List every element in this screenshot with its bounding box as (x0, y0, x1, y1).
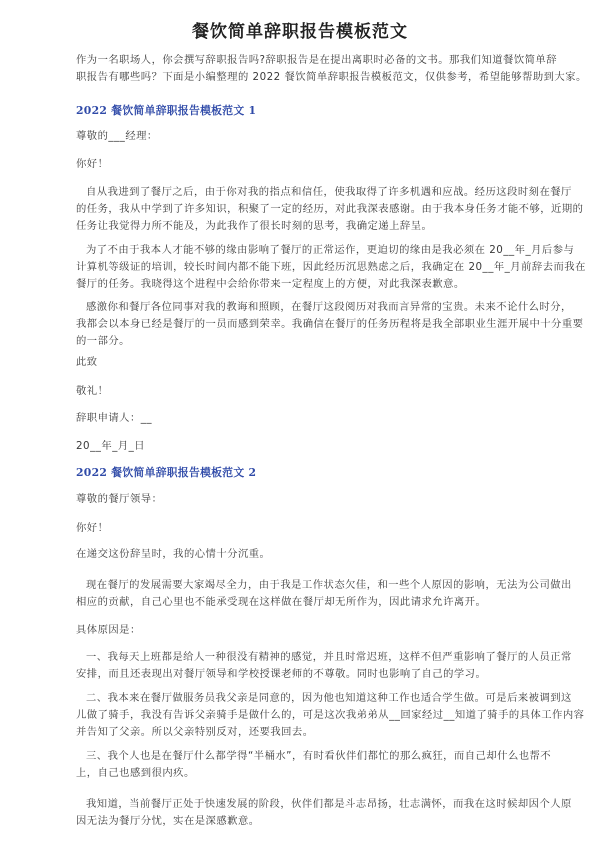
paragraph-line: 计算机等级证的培训，较长时间内都不能下班，因此经历沉思熟虑之后，我确定在 20__年_月前辞去而我在 (76, 261, 586, 273)
paragraph-line: 一、我每天上班都是给人一种很没有精神的感觉，并且时常迟班，这样不但严重影响了餐厅的人员正常 (86, 651, 572, 663)
paragraph-line: 因无法为餐厅分忧，实在是深感歉意。 (76, 815, 260, 827)
paragraph-line: 为了不由于我本人才能不够的缘由影响了餐厅的正常运作，更迫切的缘由是我必须在 20__年_月后参与 (86, 244, 575, 256)
paragraph-line: 餐厅的任务。我晓得这个进程中会给你带来一定程度上的方便，对此我深表歉意。 (76, 278, 465, 290)
salutation-2: 尊敬的餐厅领导： (76, 493, 163, 505)
closing-1: 此致 (76, 356, 98, 368)
paragraph-line: 我都会以本身已经是餐厅的一员而感到荣幸。我确信在餐厅的任务历程将是我全部职业生涯开展中十分重要 (76, 318, 584, 330)
paragraph-line: 并告知了父亲。所以父亲特别反对，还要我回去。 (76, 726, 314, 738)
paragraph-line: 安排，而且还表现出对餐厅领导和学校授课老师的不尊敬。同时也影响了自己的学习。 (76, 668, 487, 680)
intro-line-2: 职报告有哪些吗？下面是小编整理的 2022 餐饮简单辞职报告模板范文，仅供参考，希望能够帮助到大家。 (76, 71, 587, 83)
greeting-2: 你好！ (76, 522, 109, 534)
signature-1: 辞职申请人：__ (76, 412, 153, 424)
paragraph-line: 任务让我觉得力所不能及，为此我作了很长时刻的思考，我确定递上辞呈。 (76, 220, 433, 232)
paragraph-line: 的一部分。 (76, 335, 130, 347)
paragraph-line: 现在餐厅的发展需要大家竭尽全力，由于我是工作状态欠佳，和一些个人原因的影响，无法为公司做出 (86, 579, 572, 591)
document-title: 餐饮简单辞职报告模板范文 (192, 22, 408, 42)
paragraph-line: 儿做了骑手，我没有告诉父亲骑手是做什么的，可是这次我弟弟从__回家经过__知道了骑手的具体工作内容 (76, 709, 585, 721)
paragraph-line: 自从我进到了餐厅之后，由于你对我的指点和信任，使我取得了许多机遇和应战。经历这段时刻在餐厅 (86, 186, 572, 198)
paragraph-line: 相应的贡献，自己心里也不能承受现在这样做在餐厅却无所作为，因此请求允许离开。 (76, 596, 487, 608)
section-heading-1: 2022 餐饮简单辞职报告模板范文 1 (76, 104, 257, 117)
intro-line-1: 作为一名职场人，你会撰写辞职报告吗?辞职报告是在提出离职时必备的文书。那我们知道餐饮简单辞 (76, 54, 558, 66)
closing-2: 敬礼！ (76, 385, 109, 397)
date-1: 20__年_月_日 (76, 440, 146, 452)
section-heading-2: 2022 餐饮简单辞职报告模板范文 2 (76, 466, 257, 479)
paragraph-line: 具体原因是： (76, 624, 141, 636)
paragraph-line: 二、我本来在餐厅做服务员我父亲是同意的，因为他也知道这种工作也适合学生做。可是后来被调到这 (86, 692, 572, 704)
paragraph-line: 上，自己也感到很内疚。 (76, 767, 195, 779)
salutation-1: 尊敬的___经理： (76, 130, 158, 142)
paragraph-line: 的任务，我从中学到了许多知识，积聚了一定的经历，对此我深表感谢。由于我本身任务才能不够，近期的 (76, 203, 584, 215)
paragraph-line: 感激你和餐厅各位同事对我的教诲和照顾，在餐厅这段阅历对我而言异常的宝贵。未来不论什么时分， (86, 301, 572, 313)
greeting-1: 你好！ (76, 158, 109, 170)
paragraph-line: 三、我个人也是在餐厅什么都学得“半桶水”，有时看伙伴们都忙的那么疯狂，而自己却什么也帮不 (86, 750, 552, 762)
paragraph-line: 在递交这份辞呈时，我的心情十分沉重。 (76, 548, 271, 560)
paragraph-line: 我知道，当前餐厅正处于快速发展的阶段，伙伴们都是斗志昂扬，壮志满怀，而我在这时候却因个人原 (86, 798, 572, 810)
